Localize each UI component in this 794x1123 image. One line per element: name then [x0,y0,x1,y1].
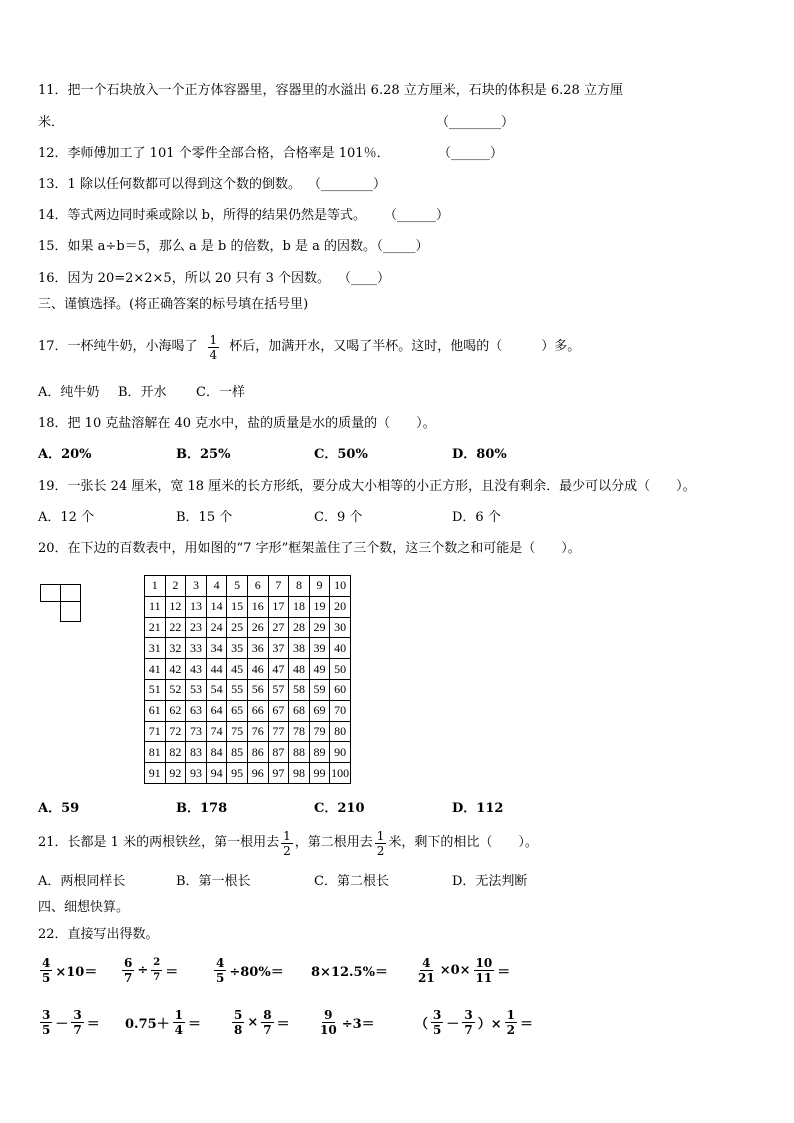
hundred-chart-cell: 41 [145,659,166,680]
hundred-chart-cell: 36 [247,638,268,659]
q17-post: 杯后，加满开水，又喝了半杯。这时，他喝的（ ）多。 [229,339,581,354]
hundred-chart-cell: 90 [330,742,351,763]
q11-answer-paren[interactable]: （________） [436,115,515,130]
hundred-chart-cell: 6 [247,576,268,597]
q21-fraction-1 [281,829,293,858]
hundred-chart [144,575,351,784]
expr-9: $\frac{9}{10}$ ÷3＝ [320,1007,375,1037]
hundred-chart-cell: 59 [309,679,330,700]
q12-answer-paren[interactable]: （______） [438,146,504,161]
hundred-chart-cell: 20 [330,596,351,617]
hundred-chart-cell: 16 [247,596,268,617]
hundred-chart-cell: 67 [268,700,289,721]
hundred-chart-cell: 91 [145,763,166,784]
hundred-chart-cell: 31 [145,638,166,659]
hundred-chart-cell: 37 [268,638,289,659]
q18-option-c[interactable]: C．50% [314,447,368,462]
q21-option-b[interactable]: B．第一根长 [176,874,251,889]
hundred-chart-cell: 78 [289,721,310,742]
hundred-chart-cell: 75 [227,721,248,742]
expr-4: 8×12.5%＝ [311,964,388,980]
hundred-chart-cell: 34 [206,638,227,659]
hundred-chart-cell: 7 [268,576,289,597]
section-4-heading: 四、细想快算。 [38,900,130,915]
hundred-chart-cell: 63 [186,700,207,721]
hundred-chart-cell: 17 [268,596,289,617]
hundred-chart-cell: 51 [145,679,166,700]
q21-frac2-den: 2 [376,843,385,858]
hundred-chart-cell: 38 [289,638,310,659]
hundred-chart-cell: 45 [227,659,248,680]
seven-shape-frame [40,584,82,624]
hundred-chart-cell: 40 [330,638,351,659]
hundred-chart-cell: 50 [330,659,351,680]
hundred-chart-cell: 76 [247,721,268,742]
hundred-chart-row [145,617,351,638]
hundred-chart-cell: 28 [289,617,310,638]
q21-text [38,826,538,860]
hundred-chart-cell: 12 [165,596,186,617]
q20-text: 20．在下边的百数表中，用如图的“7 字形”框架盖住了三个数，这三个数之和可能是（ ）。 [38,541,581,556]
q15-text: 15．如果 a÷b＝5，那么 a 是 b 的倍数，b 是 a 的因数。 [38,239,376,254]
hundred-chart-cell: 8 [289,576,310,597]
q16-answer-paren[interactable]: （____） [338,271,391,286]
q17-frac-den: 4 [209,347,218,362]
hundred-chart-row [145,659,351,680]
hundred-chart-cell: 77 [268,721,289,742]
section-3-heading: 三、谨慎选择。(将正确答案的标号填在括号里) [38,297,309,312]
hundred-chart-cell: 62 [165,700,186,721]
hundred-chart-cell: 32 [165,638,186,659]
q12-text: 12．李师傅加工了 101 个零件全部合格，合格率是 101％． [38,146,390,161]
hundred-chart-cell: 92 [165,763,186,784]
expr-10: （ $\frac{3}{5}$ － $\frac{3}{7}$ ）× $\frac{1}{2}$ ＝ [415,1007,534,1037]
q21-option-d[interactable]: D．无法判断 [452,874,528,889]
hundred-chart-cell: 64 [206,700,227,721]
hundred-chart-cell: 22 [165,617,186,638]
hundred-chart-row [145,721,351,742]
hundred-chart-cell: 15 [227,596,248,617]
q18-option-a[interactable]: A．20% [38,447,92,462]
q21-option-a[interactable]: A．两根同样长 [38,874,126,889]
hundred-chart-cell: 58 [289,679,310,700]
hundred-chart-cell: 87 [268,742,289,763]
hundred-chart-cell: 96 [247,763,268,784]
expr-2: $\frac{6}{7}$ ÷ $\frac{2}{7}$ ＝ [124,955,179,985]
hundred-chart-cell: 97 [268,763,289,784]
hundred-chart-cell: 39 [309,638,330,659]
hundred-chart-cell: 48 [289,659,310,680]
hundred-chart-cell: 74 [206,721,227,742]
q21-fraction-2 [375,829,387,858]
hundred-chart-cell: 83 [186,742,207,763]
q18-option-d[interactable]: D．80% [452,447,507,462]
hundred-chart-cell: 1 [145,576,166,597]
q17-fraction [208,333,220,362]
q17-option-b[interactable]: B．开水 [118,385,167,400]
q19-text: 19．一张长 24 厘米，宽 18 厘米的长方形纸，要分成大小相等的小正方形，且没有剩余．最少可以分成（ ）。 [38,479,696,494]
hundred-chart-cell: 69 [309,700,330,721]
hundred-chart-cell: 25 [227,617,248,638]
hundred-chart-row [145,763,351,784]
q13-text: 13．1 除以任何数都可以得到这个数的倒数。 [38,177,301,192]
q14-answer-paren[interactable]: （______） [384,208,450,223]
hundred-chart-cell: 13 [186,596,207,617]
hundred-chart-cell: 9 [309,576,330,597]
hundred-chart-cell: 66 [247,700,268,721]
hundred-chart-cell: 35 [227,638,248,659]
q19-option-a[interactable]: A．12 个 [38,510,95,525]
hundred-chart-row [145,576,351,597]
hundred-chart-row [145,679,351,700]
hundred-chart-cell: 23 [186,617,207,638]
hundred-chart-cell: 44 [206,659,227,680]
q21-frac1-den: 2 [283,843,291,858]
hundred-chart-cell: 98 [289,763,310,784]
hundred-chart-cell: 94 [206,763,227,784]
hundred-chart-cell: 56 [247,679,268,700]
q18-text: 18．把 10 克盐溶解在 40 克水中，盐的质量是水的质量的（ ）。 [38,416,436,431]
hundred-chart-cell: 54 [206,679,227,700]
hundred-chart-cell: 27 [268,617,289,638]
hundred-chart-cell: 3 [186,576,207,597]
hundred-chart-cell: 88 [289,742,310,763]
hundred-chart-cell: 4 [206,576,227,597]
q11-line2: 米． [38,115,65,130]
hundred-chart-cell: 47 [268,659,289,680]
hundred-chart-row [145,700,351,721]
hundred-chart-cell: 46 [247,659,268,680]
hundred-chart-cell: 11 [145,596,166,617]
q20-option-c[interactable]: C．210 [314,801,365,816]
hundred-chart-cell: 21 [145,617,166,638]
q13-answer-paren[interactable]: （________） [308,177,387,192]
hundred-chart-cell: 80 [330,721,351,742]
hundred-chart-cell: 43 [186,659,207,680]
q17-option-c[interactable]: C．一样 [196,385,245,400]
q20-option-d[interactable]: D．112 [452,801,504,816]
hundred-chart-cell: 57 [268,679,289,700]
q19-option-d[interactable]: D．6 个 [452,510,501,525]
expr-5: $\frac{4}{21}$ ×0× $\frac{10}{11}$ ＝ [418,955,511,985]
q21-mid: ，第二根用去 [294,835,373,850]
expr-1: $\frac{4}{5}$ ×10＝ [42,955,98,985]
hundred-chart-row [145,742,351,763]
q21-frac1-num: 1 [283,828,291,843]
q21-post: 米，剩下的相比（ ）。 [388,835,538,850]
hundred-chart-cell: 95 [227,763,248,784]
q18-option-b[interactable]: B．25% [176,447,231,462]
hundred-chart-cell: 10 [330,576,351,597]
q14-text: 14．等式两边同时乘或除以 b，所得的结果仍然是等式。 [38,208,366,223]
hundred-chart-cell: 19 [309,596,330,617]
q17-pre: 17．一杯纯牛奶，小海喝了 [38,339,198,354]
hundred-chart-cell: 49 [309,659,330,680]
hundred-chart-cell: 33 [186,638,207,659]
q20-option-a[interactable]: A．59 [38,801,80,816]
q20-option-b[interactable]: B．178 [176,801,228,816]
hundred-chart-cell: 68 [289,700,310,721]
expr-6: $\frac{3}{5}$ － $\frac{3}{7}$ ＝ [42,1007,100,1037]
q19-option-c[interactable]: C．9 个 [314,510,363,525]
hundred-chart-cell: 2 [165,576,186,597]
hundred-chart-cell: 72 [165,721,186,742]
hundred-chart-cell: 61 [145,700,166,721]
q17-text [38,330,580,364]
hundred-chart-cell: 99 [309,763,330,784]
hundred-chart-cell: 93 [186,763,207,784]
expr-8: $\frac{5}{8}$ × $\frac{8}{7}$ ＝ [234,1007,290,1037]
hundred-chart-cell: 14 [206,596,227,617]
q22-text: 22．直接写出得数。 [38,927,159,942]
q21-option-c[interactable]: C．第二根长 [314,874,389,889]
q17-frac-num: 1 [209,332,218,347]
hundred-chart-cell: 71 [145,721,166,742]
hundred-chart-cell: 65 [227,700,248,721]
hundred-chart-cell: 18 [289,596,310,617]
q16-text: 16．因为 20=2×2×5，所以 20 只有 3 个因数。 [38,271,331,286]
q21-pre: 21．长都是 1 米的两根铁丝，第一根用去 [38,835,280,850]
q11-line1: 11．把一个石块放入一个正方体容器里，容器里的水溢出 6.28 立方厘米，石块的体积是 6.28 立方厘 [38,83,623,98]
hundred-chart-cell: 84 [206,742,227,763]
hundred-chart-cell: 52 [165,679,186,700]
hundred-chart-cell: 100 [330,763,351,784]
hundred-chart-cell: 89 [309,742,330,763]
hundred-chart-cell: 29 [309,617,330,638]
hundred-chart-cell: 30 [330,617,351,638]
expr-7: 0.75＋ $\frac{1}{4}$ ＝ [125,1007,202,1037]
hundred-chart-cell: 53 [186,679,207,700]
hundred-chart-cell: 70 [330,700,351,721]
hundred-chart-cell: 42 [165,659,186,680]
q21-frac2-num: 1 [376,828,385,843]
hundred-chart-cell: 81 [145,742,166,763]
hundred-chart-cell: 55 [227,679,248,700]
hundred-chart-cell: 86 [247,742,268,763]
q17-option-a[interactable]: A．纯牛奶 [38,385,100,400]
hundred-chart-cell: 85 [227,742,248,763]
hundred-chart-cell: 73 [186,721,207,742]
hundred-chart-cell: 82 [165,742,186,763]
hundred-chart-cell: 79 [309,721,330,742]
hundred-chart-cell: 5 [227,576,248,597]
hundred-chart-cell: 60 [330,679,351,700]
q15-answer-paren[interactable]: （_____） [370,239,429,254]
hundred-chart-cell: 24 [206,617,227,638]
q19-option-b[interactable]: B．15 个 [176,510,233,525]
hundred-chart-row [145,596,351,617]
expr-3: $\frac{4}{5}$ ÷80%＝ [216,955,284,985]
hundred-chart-cell: 26 [247,617,268,638]
hundred-chart-row [145,638,351,659]
